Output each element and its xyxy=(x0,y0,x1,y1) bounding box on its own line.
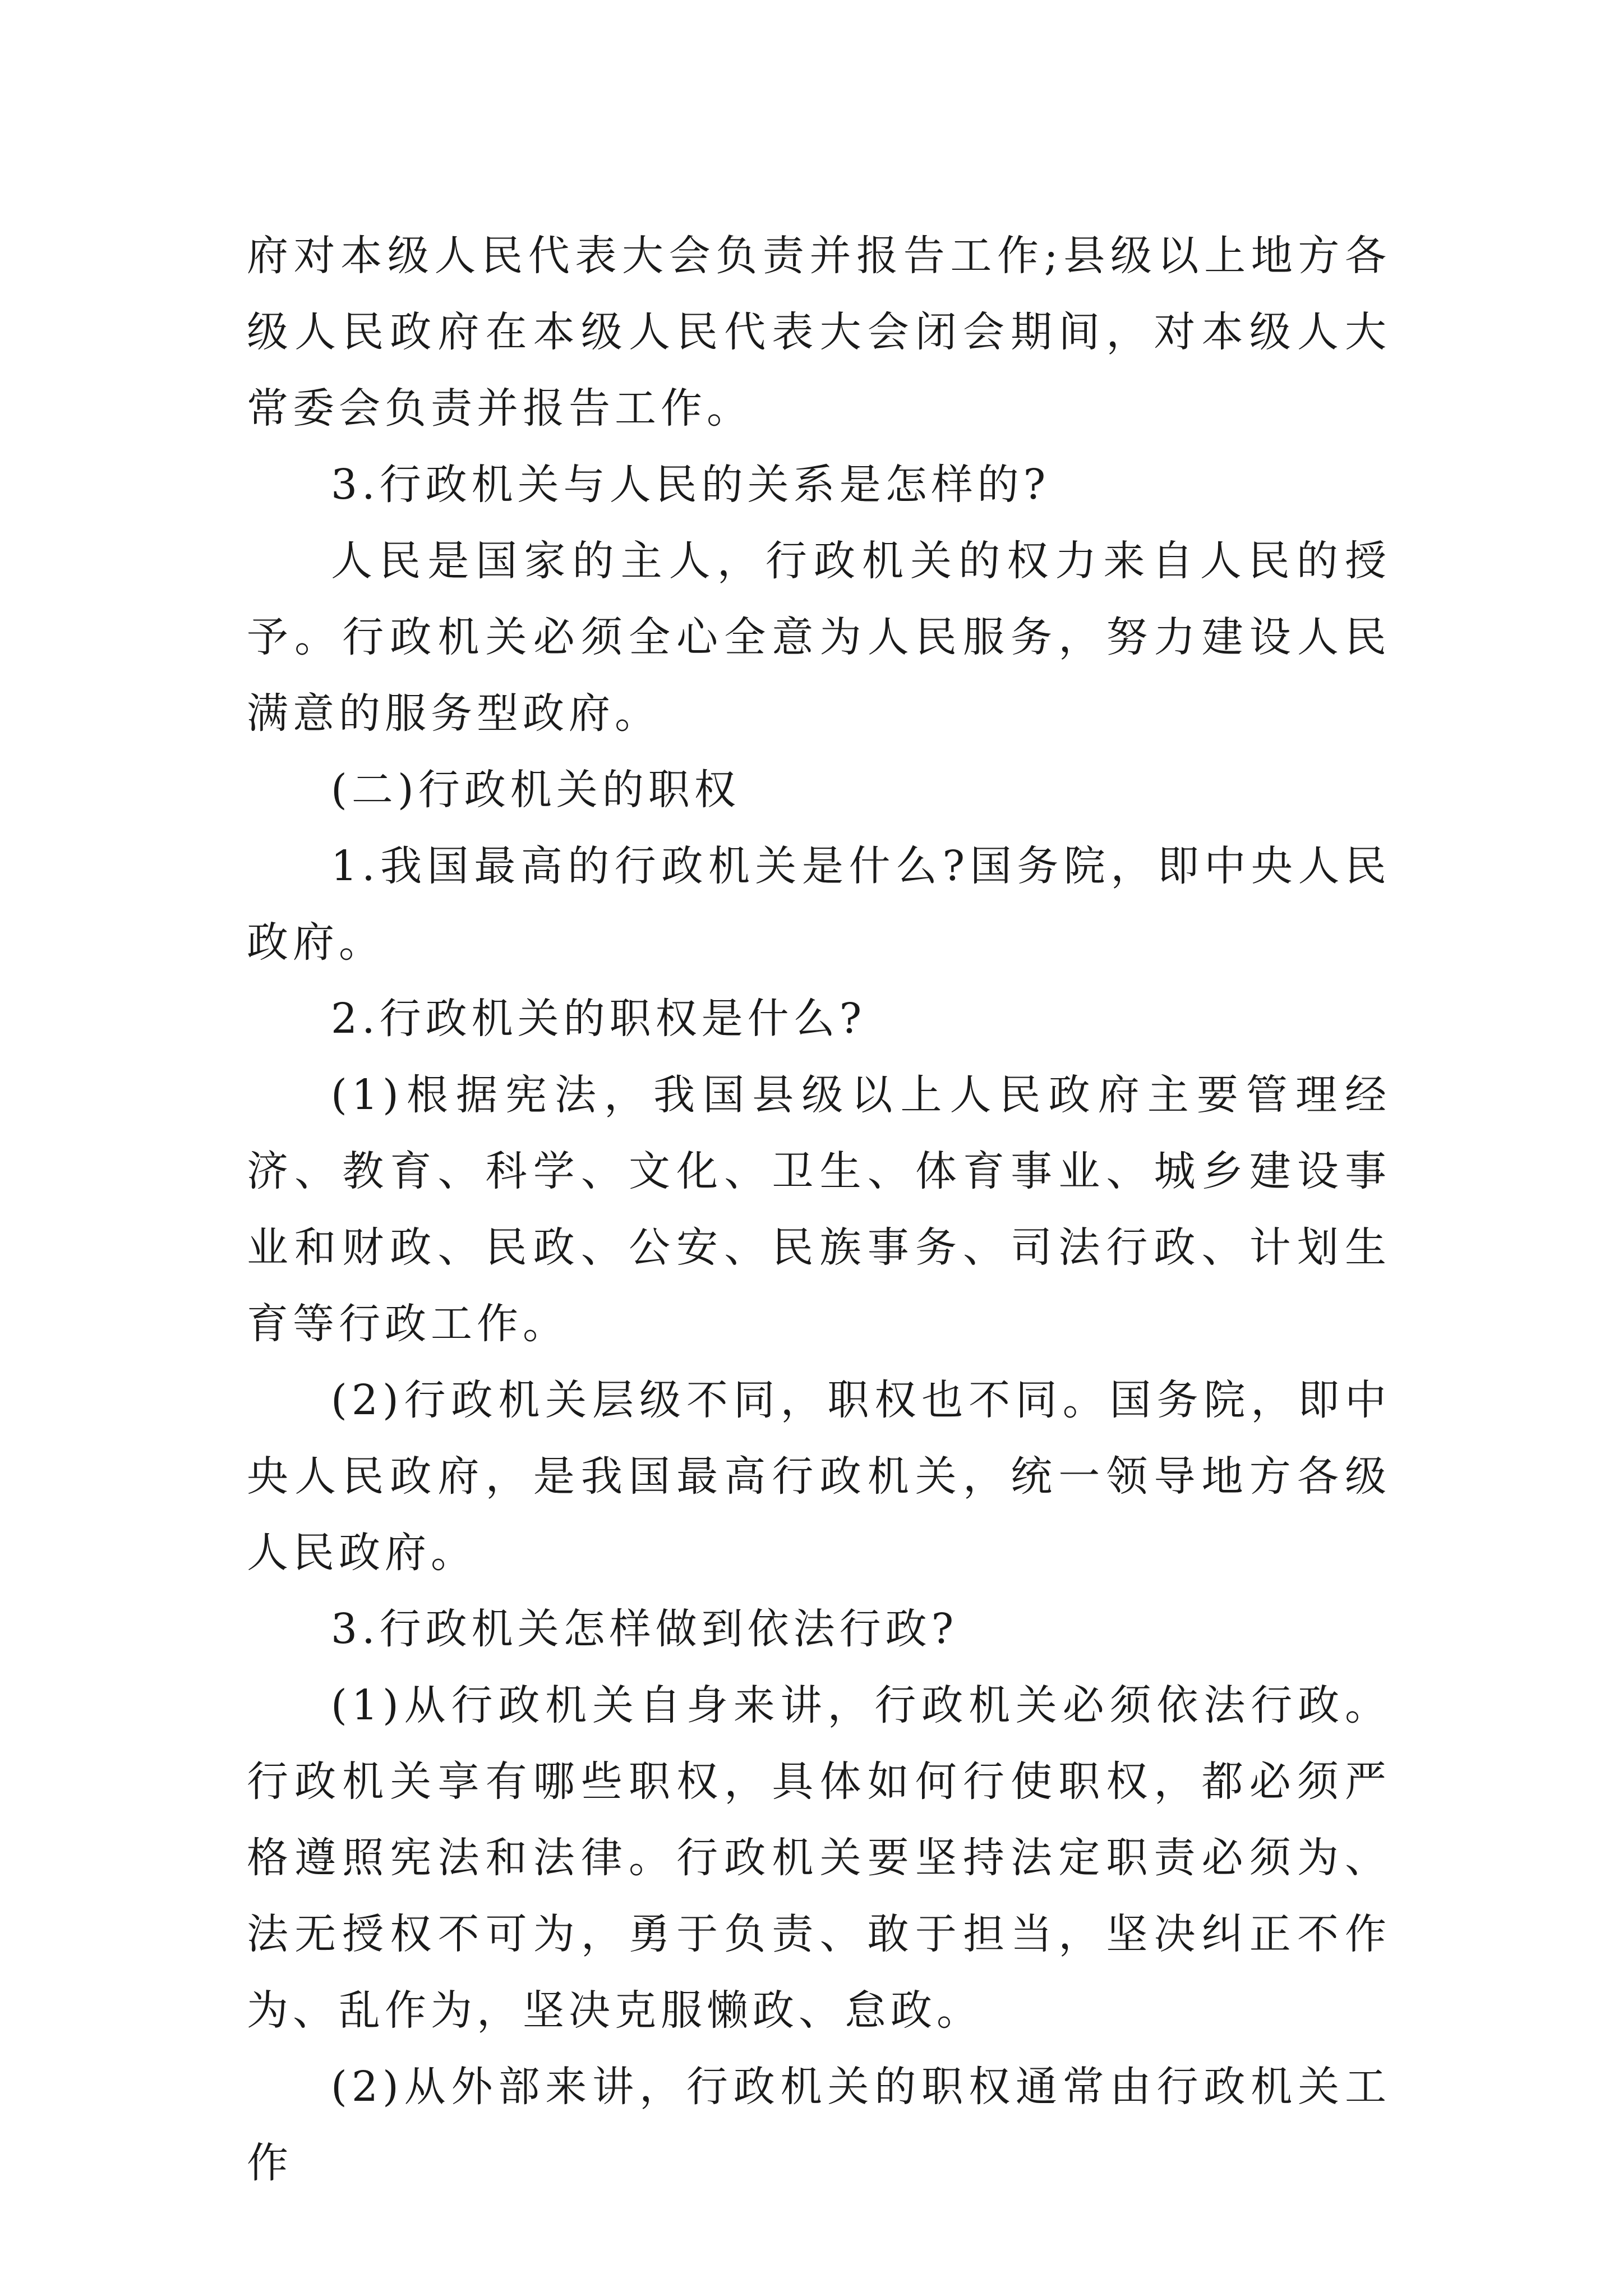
question-powers: 2.行政机关的职权是什么? xyxy=(331,995,866,1043)
answer-powers-2: (2)行政机关层级不同，职权也不同。国务院，即中央人民政府，是我国最高行政机关，统一领导地方各级人民政府。 xyxy=(247,1376,1391,1577)
answer-people-relation: 人民是国家的主人，行政机关的权力来自人民的授予。行政机关必须全心全意为人民服务，努力建设人民满意的服务型政府。 xyxy=(247,537,1391,738)
answer-lawful-administration-2: (2)从外部来讲，行政机关的职权通常由行政机关工作 xyxy=(247,2063,1391,2187)
paragraph-continuation: 府对本级人民代表大会负责并报告工作;县级以上地方各级人民政府在本级人民代表大会闭会期间，对本级人大常委会负责并报告工作。 xyxy=(247,232,1391,432)
answer-powers-1: (1)根据宪法，我国县级以上人民政府主要管理经济、教育、科学、文化、卫生、体育事业、城乡建设事业和财政、民政、公安、民族事务、司法行政、计划生育等行政工作。 xyxy=(247,1071,1391,1348)
question-highest-organ: 1.我国最高的行政机关是什么?国务院，即中央人民政府。 xyxy=(247,842,1391,967)
question-people-relation: 3.行政机关与人民的关系是怎样的? xyxy=(331,461,1050,509)
section-heading-powers: (二)行政机关的职权 xyxy=(331,766,740,814)
document-body xyxy=(247,218,1391,2201)
question-lawful-administration: 3.行政机关怎样做到依法行政? xyxy=(331,1605,958,1653)
answer-lawful-administration-1: (1)从行政机关自身来讲，行政机关必须依法行政。行政机关享有哪些职权，具体如何行使职权，都必须严格遵照宪法和法律。行政机关要坚持法定职责必须为、法无授权不可为，勇于负责、敢于担当，坚决纠正不作为、乱作为，坚决克服懒政、怠政。 xyxy=(247,1681,1391,2035)
